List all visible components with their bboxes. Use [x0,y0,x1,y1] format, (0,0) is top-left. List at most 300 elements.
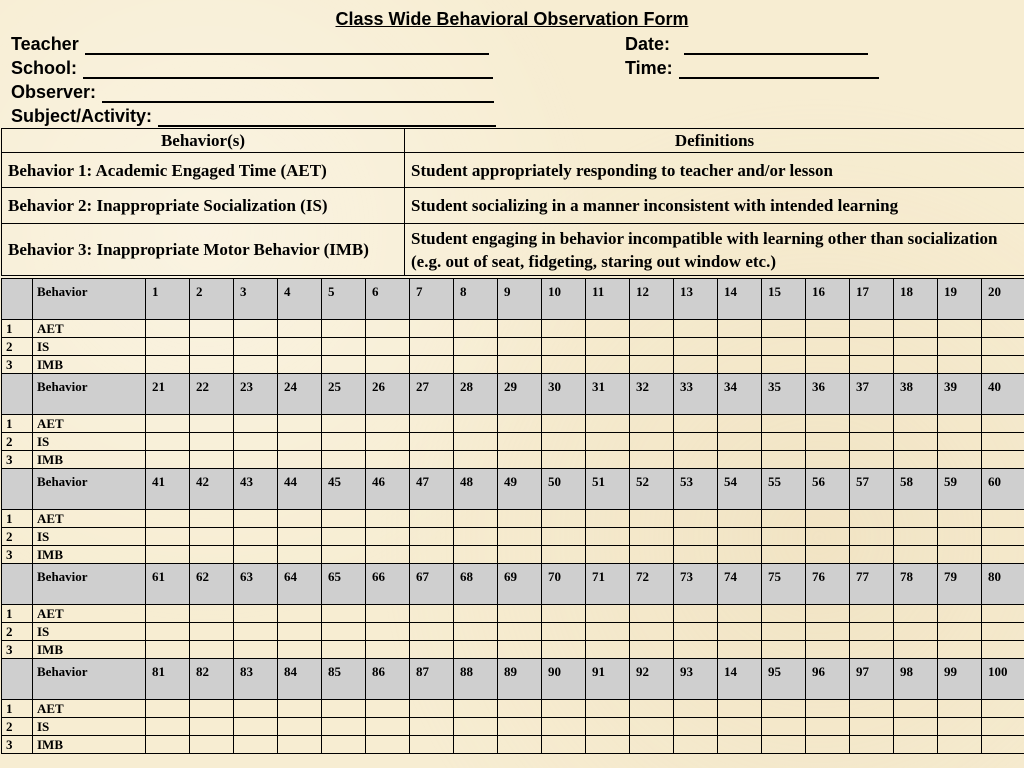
observation-cell[interactable] [982,623,1024,641]
observation-cell[interactable] [630,605,674,623]
observation-cell[interactable] [894,528,938,546]
observation-cell[interactable] [938,415,982,433]
observation-cell[interactable] [806,641,850,659]
observation-cell[interactable] [498,736,542,754]
observation-cell[interactable] [146,718,190,736]
observation-cell[interactable] [366,510,410,528]
observation-cell[interactable] [718,451,762,469]
observation-cell[interactable] [630,356,674,374]
observation-cell[interactable] [410,451,454,469]
observation-cell[interactable] [938,641,982,659]
observation-cell[interactable] [586,605,630,623]
observation-cell[interactable] [146,623,190,641]
observation-cell[interactable] [366,528,410,546]
observation-cell[interactable] [278,623,322,641]
subject-field[interactable] [11,106,496,127]
observation-cell[interactable] [894,718,938,736]
observation-cell[interactable] [630,415,674,433]
observation-cell[interactable] [630,433,674,451]
observation-cell[interactable] [938,528,982,546]
observation-cell[interactable] [278,528,322,546]
observation-cell[interactable] [718,718,762,736]
observation-cell[interactable] [454,546,498,564]
observation-cell[interactable] [806,736,850,754]
observation-cell[interactable] [806,451,850,469]
observation-cell[interactable] [630,338,674,356]
observation-cell[interactable] [674,510,718,528]
observation-cell[interactable] [366,641,410,659]
observation-cell[interactable] [410,546,454,564]
observation-cell[interactable] [498,546,542,564]
observation-cell[interactable] [234,415,278,433]
observation-cell[interactable] [762,718,806,736]
observation-cell[interactable] [806,415,850,433]
observation-cell[interactable] [674,528,718,546]
observation-cell[interactable] [234,433,278,451]
observation-cell[interactable] [322,451,366,469]
observation-cell[interactable] [190,415,234,433]
observation-cell[interactable] [806,356,850,374]
date-field[interactable] [625,34,868,55]
observation-cell[interactable] [850,528,894,546]
observation-cell[interactable] [806,320,850,338]
observation-cell[interactable] [410,338,454,356]
observation-cell[interactable] [850,641,894,659]
observation-cell[interactable] [146,415,190,433]
observation-cell[interactable] [322,623,366,641]
observation-cell[interactable] [366,623,410,641]
observation-cell[interactable] [938,546,982,564]
observation-cell[interactable] [278,451,322,469]
observation-cell[interactable] [894,415,938,433]
observation-cell[interactable] [366,451,410,469]
observation-cell[interactable] [718,641,762,659]
observation-cell[interactable] [630,546,674,564]
observation-cell[interactable] [322,700,366,718]
observation-cell[interactable] [894,605,938,623]
observation-cell[interactable] [762,528,806,546]
observation-cell[interactable] [894,510,938,528]
observation-cell[interactable] [190,510,234,528]
observation-cell[interactable] [762,415,806,433]
observation-cell[interactable] [586,415,630,433]
observation-cell[interactable] [586,356,630,374]
observation-cell[interactable] [982,451,1024,469]
observation-cell[interactable] [322,605,366,623]
observation-cell[interactable] [366,736,410,754]
observation-cell[interactable] [674,356,718,374]
observation-cell[interactable] [322,320,366,338]
observation-cell[interactable] [190,546,234,564]
observation-cell[interactable] [498,718,542,736]
observation-cell[interactable] [454,718,498,736]
observation-cell[interactable] [542,605,586,623]
observation-cell[interactable] [674,641,718,659]
observation-cell[interactable] [542,718,586,736]
observation-cell[interactable] [410,528,454,546]
observation-cell[interactable] [630,451,674,469]
observation-cell[interactable] [410,356,454,374]
observation-cell[interactable] [982,641,1024,659]
observation-cell[interactable] [586,451,630,469]
observation-cell[interactable] [894,700,938,718]
observation-cell[interactable] [366,605,410,623]
observation-cell[interactable] [938,356,982,374]
observation-cell[interactable] [938,736,982,754]
observation-cell[interactable] [850,451,894,469]
observation-cell[interactable] [718,320,762,338]
observation-cell[interactable] [938,510,982,528]
observation-cell[interactable] [542,510,586,528]
observation-cell[interactable] [982,528,1024,546]
observation-cell[interactable] [498,433,542,451]
observation-cell[interactable] [322,736,366,754]
observation-cell[interactable] [542,433,586,451]
teacher-line[interactable] [85,37,489,55]
observation-cell[interactable] [410,320,454,338]
observation-cell[interactable] [982,700,1024,718]
observation-cell[interactable] [762,510,806,528]
observer-field[interactable] [11,82,494,103]
observation-cell[interactable] [498,338,542,356]
observation-cell[interactable] [454,338,498,356]
observation-cell[interactable] [278,320,322,338]
observation-cell[interactable] [674,718,718,736]
observation-cell[interactable] [718,736,762,754]
observation-cell[interactable] [322,356,366,374]
observation-cell[interactable] [366,356,410,374]
observation-cell[interactable] [806,338,850,356]
observation-cell[interactable] [718,433,762,451]
observation-cell[interactable] [718,700,762,718]
observation-cell[interactable] [850,546,894,564]
observation-cell[interactable] [894,546,938,564]
observation-cell[interactable] [718,528,762,546]
observation-cell[interactable] [894,320,938,338]
observation-cell[interactable] [894,338,938,356]
observation-cell[interactable] [630,623,674,641]
observation-cell[interactable] [190,700,234,718]
observation-cell[interactable] [718,623,762,641]
observation-cell[interactable] [278,415,322,433]
observation-cell[interactable] [454,415,498,433]
observation-cell[interactable] [454,320,498,338]
observation-cell[interactable] [542,528,586,546]
observation-cell[interactable] [410,641,454,659]
observation-cell[interactable] [322,641,366,659]
observation-cell[interactable] [542,623,586,641]
observation-cell[interactable] [410,605,454,623]
observation-cell[interactable] [234,736,278,754]
observation-cell[interactable] [234,510,278,528]
observation-cell[interactable] [718,415,762,433]
observation-cell[interactable] [806,718,850,736]
observation-cell[interactable] [498,510,542,528]
observation-cell[interactable] [762,736,806,754]
observation-cell[interactable] [850,415,894,433]
observation-cell[interactable] [542,338,586,356]
observation-cell[interactable] [454,641,498,659]
observation-cell[interactable] [674,546,718,564]
observation-cell[interactable] [278,433,322,451]
observation-cell[interactable] [146,510,190,528]
observation-cell[interactable] [586,718,630,736]
observation-cell[interactable] [674,415,718,433]
observation-cell[interactable] [982,736,1024,754]
observation-cell[interactable] [410,510,454,528]
observation-cell[interactable] [322,433,366,451]
observation-cell[interactable] [542,546,586,564]
observation-cell[interactable] [322,546,366,564]
observation-cell[interactable] [850,510,894,528]
observation-cell[interactable] [498,451,542,469]
observation-cell[interactable] [454,736,498,754]
observation-cell[interactable] [146,451,190,469]
observation-cell[interactable] [322,510,366,528]
observation-cell[interactable] [806,528,850,546]
observation-cell[interactable] [366,433,410,451]
observation-cell[interactable] [850,356,894,374]
observation-cell[interactable] [542,641,586,659]
observation-cell[interactable] [454,528,498,546]
observation-cell[interactable] [718,338,762,356]
observation-cell[interactable] [850,700,894,718]
observation-cell[interactable] [674,320,718,338]
observation-cell[interactable] [630,736,674,754]
observation-cell[interactable] [366,338,410,356]
observation-cell[interactable] [190,718,234,736]
teacher-field[interactable] [11,34,489,55]
observation-cell[interactable] [630,718,674,736]
observation-cell[interactable] [718,510,762,528]
observation-cell[interactable] [234,700,278,718]
observation-cell[interactable] [366,546,410,564]
observation-cell[interactable] [806,605,850,623]
observation-cell[interactable] [674,736,718,754]
observation-cell[interactable] [762,605,806,623]
observation-cell[interactable] [762,623,806,641]
observation-cell[interactable] [762,546,806,564]
observation-cell[interactable] [982,320,1024,338]
observation-cell[interactable] [850,433,894,451]
observation-cell[interactable] [190,528,234,546]
observation-cell[interactable] [938,451,982,469]
observation-cell[interactable] [806,510,850,528]
observation-cell[interactable] [190,641,234,659]
observation-cell[interactable] [146,433,190,451]
observation-cell[interactable] [498,641,542,659]
observation-cell[interactable] [234,641,278,659]
observation-cell[interactable] [586,546,630,564]
observation-cell[interactable] [982,415,1024,433]
observation-cell[interactable] [938,338,982,356]
observation-cell[interactable] [806,433,850,451]
observation-cell[interactable] [542,415,586,433]
observation-cell[interactable] [498,605,542,623]
observation-cell[interactable] [454,605,498,623]
observation-cell[interactable] [278,338,322,356]
observation-cell[interactable] [410,415,454,433]
observation-cell[interactable] [454,700,498,718]
observation-cell[interactable] [366,700,410,718]
observation-cell[interactable] [938,605,982,623]
observation-cell[interactable] [630,641,674,659]
observation-cell[interactable] [322,718,366,736]
observation-cell[interactable] [322,338,366,356]
observation-cell[interactable] [234,605,278,623]
observation-cell[interactable] [454,451,498,469]
observation-cell[interactable] [894,451,938,469]
observation-cell[interactable] [718,356,762,374]
observation-cell[interactable] [498,415,542,433]
observation-cell[interactable] [410,700,454,718]
observation-cell[interactable] [674,338,718,356]
observation-cell[interactable] [894,433,938,451]
observation-cell[interactable] [762,700,806,718]
observation-cell[interactable] [234,546,278,564]
observation-cell[interactable] [454,510,498,528]
observation-cell[interactable] [850,736,894,754]
observation-cell[interactable] [894,356,938,374]
observation-cell[interactable] [454,356,498,374]
observation-cell[interactable] [322,528,366,546]
observation-cell[interactable] [190,433,234,451]
observation-cell[interactable] [410,736,454,754]
observation-cell[interactable] [718,605,762,623]
observation-cell[interactable] [278,700,322,718]
observation-cell[interactable] [234,623,278,641]
observation-cell[interactable] [498,528,542,546]
observation-cell[interactable] [278,718,322,736]
observation-cell[interactable] [762,320,806,338]
observation-cell[interactable] [630,700,674,718]
observation-cell[interactable] [234,338,278,356]
observation-cell[interactable] [278,641,322,659]
observation-cell[interactable] [146,546,190,564]
observation-cell[interactable] [586,623,630,641]
observation-cell[interactable] [278,356,322,374]
observation-cell[interactable] [938,320,982,338]
observation-cell[interactable] [542,356,586,374]
school-line[interactable] [83,61,493,79]
observation-cell[interactable] [234,718,278,736]
observation-cell[interactable] [586,528,630,546]
observation-cell[interactable] [234,528,278,546]
observation-cell[interactable] [146,356,190,374]
observation-cell[interactable] [586,641,630,659]
observation-cell[interactable] [982,605,1024,623]
observation-cell[interactable] [894,736,938,754]
observation-cell[interactable] [586,433,630,451]
observation-cell[interactable] [586,320,630,338]
observation-cell[interactable] [322,415,366,433]
observation-cell[interactable] [278,546,322,564]
observation-cell[interactable] [982,338,1024,356]
observation-cell[interactable] [366,415,410,433]
observation-cell[interactable] [278,605,322,623]
observation-cell[interactable] [674,451,718,469]
observation-cell[interactable] [982,356,1024,374]
observation-cell[interactable] [146,700,190,718]
observation-cell[interactable] [850,718,894,736]
observation-cell[interactable] [762,451,806,469]
observation-cell[interactable] [366,320,410,338]
observation-cell[interactable] [454,623,498,641]
observation-cell[interactable] [762,356,806,374]
observation-cell[interactable] [894,623,938,641]
observation-cell[interactable] [146,320,190,338]
observation-cell[interactable] [542,736,586,754]
observation-cell[interactable] [630,510,674,528]
observation-cell[interactable] [762,433,806,451]
observation-cell[interactable] [938,433,982,451]
observation-cell[interactable] [982,718,1024,736]
observation-cell[interactable] [146,338,190,356]
observer-line[interactable] [102,85,494,103]
observation-cell[interactable] [850,338,894,356]
observation-cell[interactable] [586,736,630,754]
observation-cell[interactable] [894,641,938,659]
observation-cell[interactable] [674,700,718,718]
observation-cell[interactable] [542,700,586,718]
observation-cell[interactable] [410,623,454,641]
observation-cell[interactable] [762,641,806,659]
observation-cell[interactable] [190,451,234,469]
observation-cell[interactable] [410,718,454,736]
observation-cell[interactable] [674,605,718,623]
observation-cell[interactable] [586,510,630,528]
observation-cell[interactable] [146,605,190,623]
observation-cell[interactable] [806,700,850,718]
observation-cell[interactable] [498,700,542,718]
observation-cell[interactable] [146,736,190,754]
observation-cell[interactable] [718,546,762,564]
observation-cell[interactable] [850,605,894,623]
observation-cell[interactable] [938,718,982,736]
observation-cell[interactable] [938,623,982,641]
observation-cell[interactable] [498,623,542,641]
observation-cell[interactable] [586,338,630,356]
observation-cell[interactable] [850,320,894,338]
observation-cell[interactable] [982,433,1024,451]
observation-cell[interactable] [410,433,454,451]
observation-cell[interactable] [190,605,234,623]
observation-cell[interactable] [938,700,982,718]
observation-cell[interactable] [278,510,322,528]
observation-cell[interactable] [542,451,586,469]
observation-cell[interactable] [806,546,850,564]
observation-cell[interactable] [630,320,674,338]
observation-cell[interactable] [190,320,234,338]
observation-cell[interactable] [806,623,850,641]
observation-cell[interactable] [630,528,674,546]
observation-cell[interactable] [278,736,322,754]
observation-cell[interactable] [190,623,234,641]
observation-cell[interactable] [146,641,190,659]
observation-cell[interactable] [586,700,630,718]
observation-cell[interactable] [850,623,894,641]
observation-cell[interactable] [762,338,806,356]
observation-cell[interactable] [234,451,278,469]
observation-cell[interactable] [234,356,278,374]
observation-cell[interactable] [234,320,278,338]
observation-cell[interactable] [498,320,542,338]
observation-cell[interactable] [674,433,718,451]
observation-cell[interactable] [498,356,542,374]
observation-cell[interactable] [982,546,1024,564]
school-field[interactable] [11,58,493,79]
time-field[interactable] [625,58,879,79]
